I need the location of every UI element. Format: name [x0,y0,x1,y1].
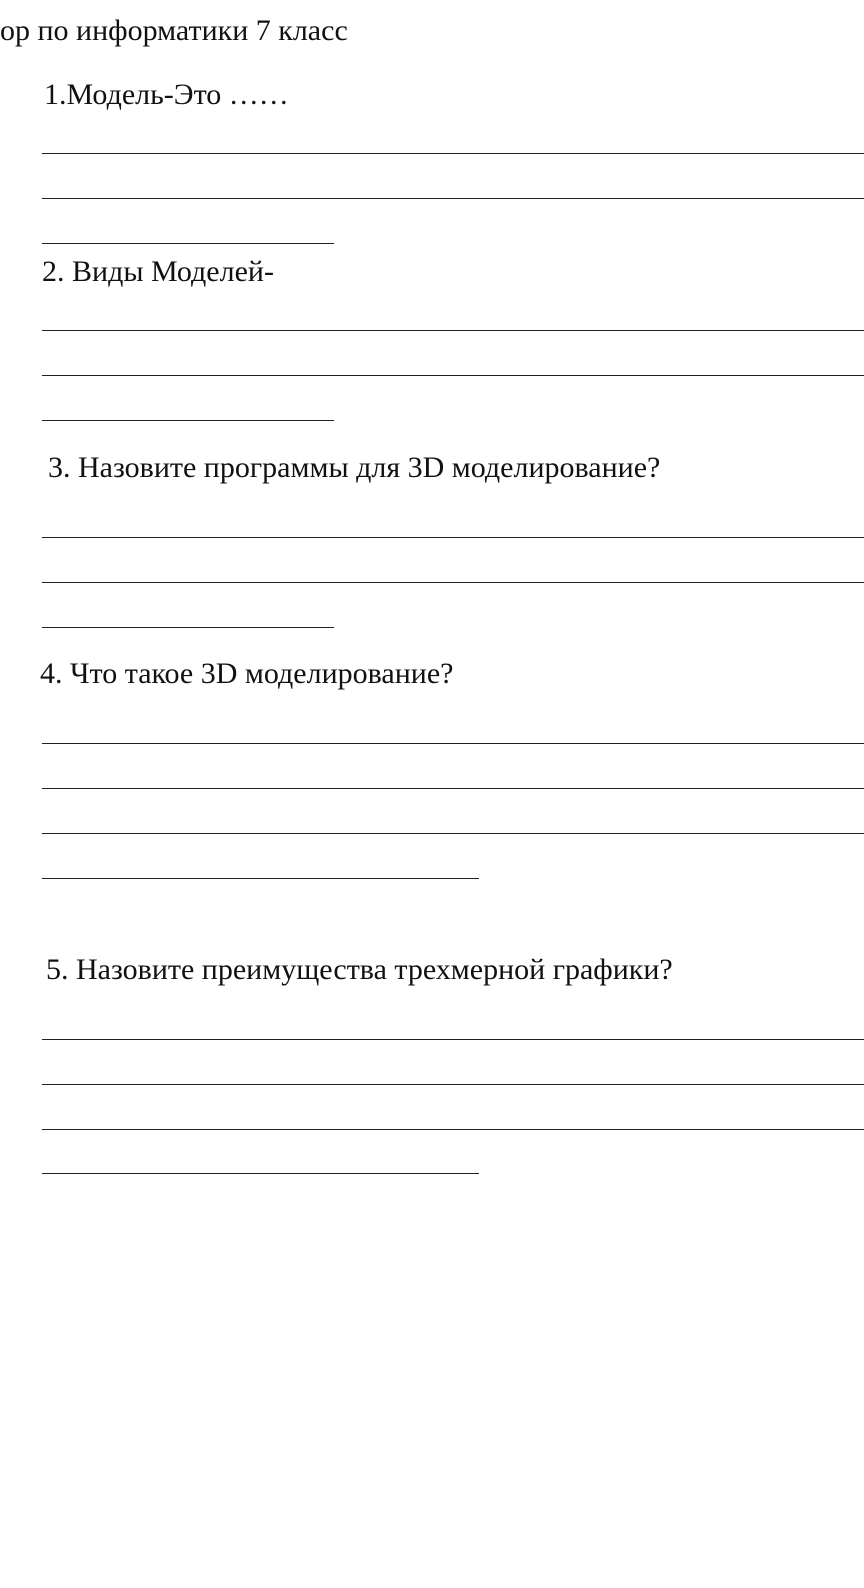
answer-line[interactable] [42,375,864,376]
answer-line[interactable] [42,1173,479,1174]
answer-line[interactable] [42,582,864,583]
answer-line[interactable] [42,420,334,421]
answer-line[interactable] [42,153,864,154]
question-4-text: 4. Что такое 3D моделирование? [40,657,454,690]
answer-line[interactable] [42,833,864,834]
answer-line[interactable] [42,788,864,789]
answer-line[interactable] [42,627,334,628]
question-1-text: 1.Модель-Это …… [44,78,289,111]
question-2-text: 2. Виды Моделей- [42,255,274,288]
question-5-text: 5. Назовите преимущества трехмерной графики? [46,953,673,986]
answer-line[interactable] [42,743,864,744]
answer-line[interactable] [42,1084,864,1085]
worksheet-header: ор по информатики 7 класс [0,14,348,47]
answer-line[interactable] [42,1039,864,1040]
answer-line[interactable] [42,330,864,331]
answer-line[interactable] [42,243,334,244]
answer-line[interactable] [42,198,864,199]
question-3-text: 3. Назовите программы для 3D моделирование? [48,451,661,484]
answer-line[interactable] [42,1129,864,1130]
answer-line[interactable] [42,537,864,538]
answer-line[interactable] [42,878,479,879]
